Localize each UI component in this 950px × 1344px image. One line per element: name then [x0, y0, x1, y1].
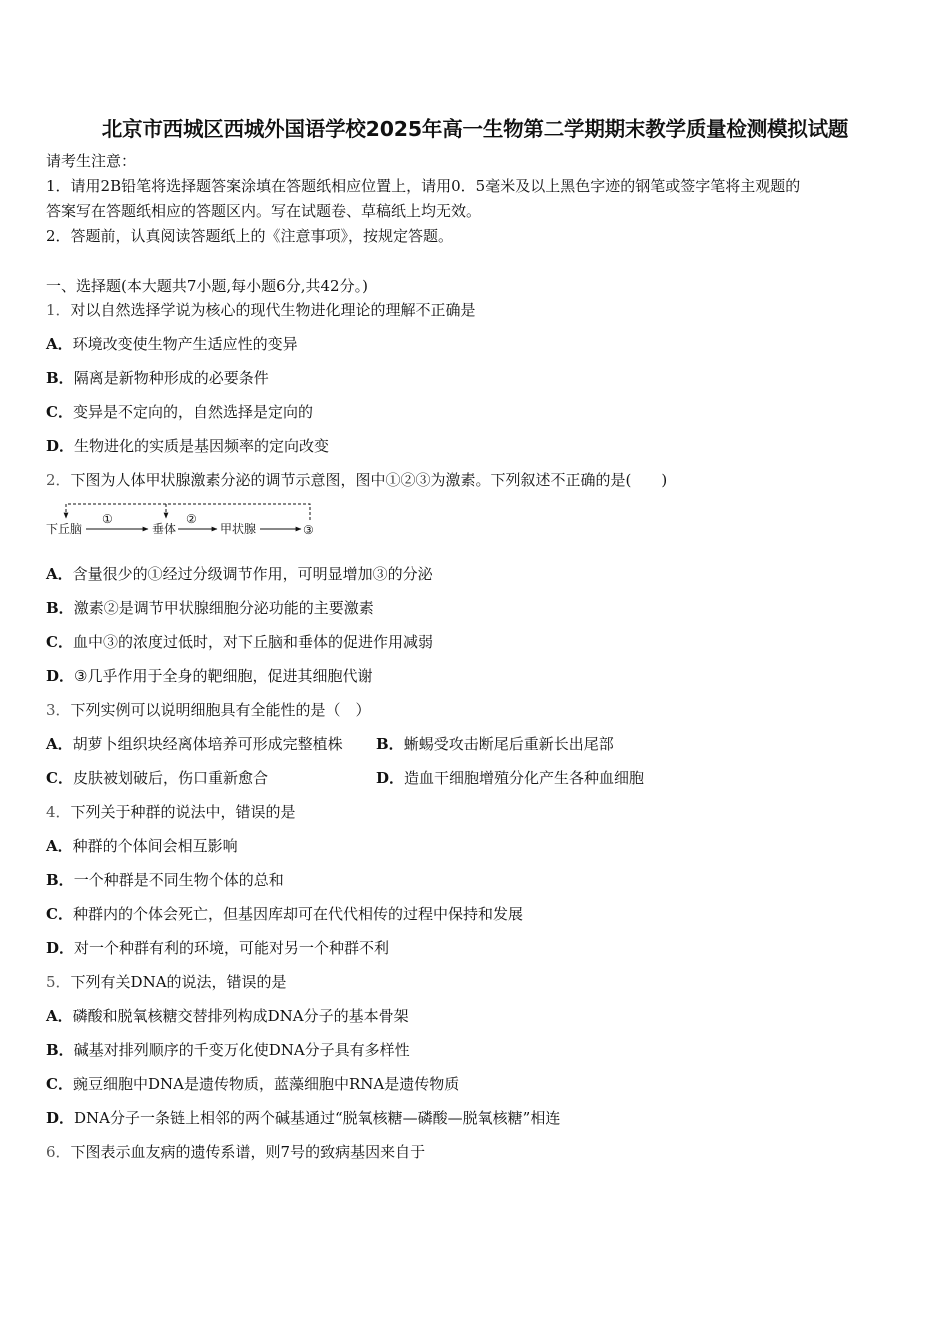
- node-hormone-3: ③: [303, 523, 314, 537]
- notice-item-1-line-2: 答案写在答题纸相应的答题区内。写在试题卷、草稿纸上均无效。: [46, 202, 482, 220]
- question-number: 4．: [46, 803, 71, 821]
- option-text: 种群的个体间会相互影响: [72, 837, 238, 855]
- q1-option-a: [46, 334, 298, 354]
- option-text: 隔离是新物种形成的必要条件: [73, 369, 269, 387]
- option-label: C．: [46, 633, 73, 651]
- q5-option-d: [46, 1108, 560, 1128]
- notice-item-2: 2．答题前，认真阅读答题纸上的《注意事项》，按规定答题。: [46, 227, 454, 245]
- q5-option-b: [46, 1040, 410, 1060]
- option-label: B．: [46, 871, 74, 889]
- question-5: [46, 972, 287, 992]
- q4-option-a: [46, 836, 238, 856]
- arrow-label-2: ②: [186, 512, 197, 526]
- option-text: 生物进化的实质是基因频率的定向改变: [74, 437, 330, 455]
- question-2: [46, 470, 667, 490]
- option-label: D．: [46, 437, 75, 455]
- q1-option-d: [46, 436, 329, 456]
- q4-option-b: [46, 870, 284, 890]
- q3-option-a: [46, 734, 343, 754]
- option-label: D．: [46, 667, 75, 685]
- option-label: C．: [46, 905, 73, 923]
- option-label: B．: [46, 1041, 74, 1059]
- option-label: A．: [46, 1007, 73, 1025]
- question-stem: 对以自然选择学说为核心的现代生物进化理论的理解不正确是: [70, 301, 476, 319]
- question-1: [46, 300, 476, 320]
- question-stem: 下列有关DNA的说法，错误的是: [70, 973, 287, 991]
- q2-option-a: [46, 564, 433, 584]
- option-text: 环境改变使生物产生适应性的变异: [72, 335, 298, 353]
- question-number: 1．: [46, 301, 71, 319]
- q1-option-b: [46, 368, 269, 388]
- option-label: C．: [46, 1075, 73, 1093]
- option-text: 一个种群是不同生物个体的总和: [73, 871, 284, 889]
- option-text: 碱基对排列顺序的千变万化使DNA分子具有多样性: [73, 1041, 410, 1059]
- option-text: 蜥蜴受攻击断尾后重新长出尾部: [403, 735, 614, 753]
- node-thyroid: 甲状腺: [220, 522, 257, 536]
- option-label: D．: [46, 1109, 75, 1127]
- option-label: B．: [46, 599, 74, 617]
- option-text: 豌豆细胞中DNA是遗传物质，蓝藻细胞中RNA是遗传物质: [72, 1075, 460, 1093]
- option-text: 对一个种群有利的环境，可能对另一个种群不利: [74, 939, 390, 957]
- q2-option-d: [46, 666, 372, 686]
- arrow-label-1: ①: [102, 512, 113, 526]
- option-text: 种群内的个体会死亡，但基因库却可在代代相传的过程中保持和发展: [72, 905, 523, 923]
- q4-option-c: [46, 904, 523, 924]
- q3-option-c: [46, 768, 268, 788]
- question-number: 5．: [46, 973, 71, 991]
- q4-option-d: [46, 938, 389, 958]
- option-text: DNA分子一条链上相邻的两个碱基通过“脱氧核糖—磷酸—脱氧核糖”相连: [74, 1109, 561, 1127]
- option-label: B．: [376, 735, 404, 753]
- option-text: 皮肤被划破后，伤口重新愈合: [72, 769, 268, 787]
- q2-option-b: [46, 598, 374, 618]
- section-heading: 一、选择题(本大题共7小题,每小题6分,共42分。): [46, 277, 368, 295]
- option-label: A．: [46, 335, 73, 353]
- option-text: 激素②是调节甲状腺细胞分泌功能的主要激素: [73, 599, 374, 617]
- node-hypothalamus: 下丘脑: [46, 522, 83, 536]
- option-label: A．: [46, 565, 73, 583]
- q3-option-d: [376, 768, 644, 788]
- question-number: 2．: [46, 471, 71, 489]
- question-6: [46, 1142, 425, 1162]
- option-text: 胡萝卜组织块经离体培养可形成完整植株: [72, 735, 343, 753]
- option-label: D．: [376, 769, 405, 787]
- option-text: ③几乎作用于全身的靶细胞，促进其细胞代谢: [74, 667, 373, 685]
- option-label: D．: [46, 939, 75, 957]
- question-stem: 下图表示血友病的遗传系谱，则7号的致病基因来自于: [70, 1143, 426, 1161]
- question-stem: 下列关于种群的说法中，错误的是: [70, 803, 296, 821]
- option-label: C．: [46, 769, 73, 787]
- option-text: 含量很少的①经过分级调节作用，可明显增加③的分泌: [72, 565, 433, 583]
- option-label: A．: [46, 735, 73, 753]
- option-label: B．: [46, 369, 74, 387]
- option-text: 变异是不定向的，自然选择是定向的: [72, 403, 313, 421]
- question-4: [46, 802, 296, 822]
- option-text: 磷酸和脱氧核糖交替排列构成DNA分子的基本骨架: [72, 1007, 409, 1025]
- page-title: 北京市西城区西城外国语学校2025年高一生物第二学期期末教学质量检测模拟试题: [101, 117, 849, 141]
- question-number: 3．: [46, 701, 71, 719]
- option-label: A．: [46, 837, 73, 855]
- thyroid-regulation-diagram: [44, 500, 334, 542]
- node-pituitary: 垂体: [152, 522, 177, 536]
- q3-option-b: [376, 734, 614, 754]
- option-label: C．: [46, 403, 73, 421]
- question-stem: 下图为人体甲状腺激素分泌的调节示意图，图中①②③为激素。下列叙述不正确的是( ): [70, 471, 668, 489]
- notice-item-1-line-1: 1．请用2B铅笔将选择题答案涂填在答题纸相应位置上，请用0．5毫米及以上黑色字迹的钢笔或签字笔将主观题的: [46, 177, 801, 195]
- option-text: 造血干细胞增殖分化产生各种血细胞: [404, 769, 645, 787]
- q1-option-c: [46, 402, 313, 422]
- question-3: [46, 700, 371, 720]
- option-text: 血中③的浓度过低时，对下丘脑和垂体的促进作用减弱: [72, 633, 433, 651]
- notice-heading: 请考生注意：: [46, 152, 137, 170]
- question-stem: 下列实例可以说明细胞具有全能性的是（ ）: [70, 701, 371, 719]
- q2-option-c: [46, 632, 433, 652]
- question-number: 6．: [46, 1143, 71, 1161]
- q5-option-a: [46, 1006, 409, 1026]
- q5-option-c: [46, 1074, 459, 1094]
